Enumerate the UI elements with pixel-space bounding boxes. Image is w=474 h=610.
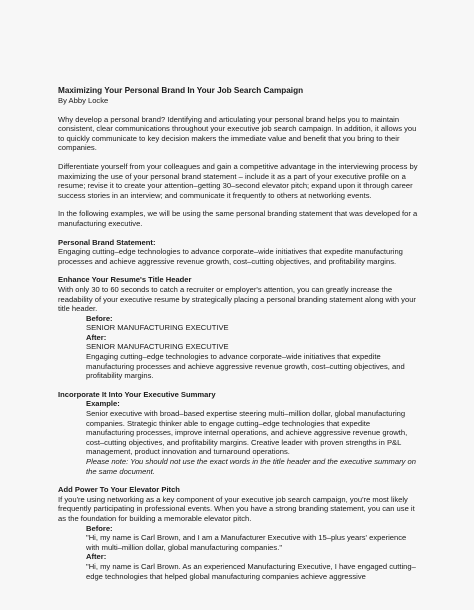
intro-paragraph: In the following examples, we will be using the same personal branding statement that was developed for a manufacturing executive. [58,209,418,228]
section-text: If you're using networking as a key component of your executive job search campaign, you're most likely frequently participating in professional events. When you have a strong branding statement, you can use it as the foundation for building a memorable elevator pitch. [58,494,415,523]
section-text: With only 30 to 60 seconds to catch a recruiter or employer's attention, you can greatly increase the readability of your executive resume by strategically placing a personal branding statement along with your title header. [58,284,416,314]
before-label: Before: [86,313,113,323]
after-label: After: [86,332,107,342]
example-label: Example: [86,399,120,409]
section-heading: Enhance Your Resume's Title Header [58,275,192,285]
after-label: After: [86,552,107,562]
elevator-pitch-section [58,485,418,581]
article-title: Maximizing Your Personal Brand In Your Job Search Campaign [58,86,304,95]
example-block [58,399,418,476]
intro-paragraph: Differentiate yourself from your colleagues and gain a competitive advantage in the interviewing process by maximizing the use of your personal brand statement – include it as a part of your executive profile on a resume; revise it to create your attention–getting 30–second elevator pitch; expand upon it through career success stories in an interview; and communicate it frequently to others at networking events. [58,161,418,200]
example-text: Senior executive with broad–based expertise steering multi–million dollar, global manufacturing companies. Strategic thinker able to engage cutting–edge technologies that expedite manufacturing processes, improve internal operations, and achieve aggressive revenue growth, cost–cutting objectives, and profitability margins. Creative leader with proven strengths in P&L management, product innovation and turnaround operations. [86,409,408,457]
intro-paragraph: Why develop a personal brand? Identifying and articulating your personal brand helps you to maintain consistent, clear communications throughout your executive job search campaign. In addition, it allows you to quickly communicate to key decision makers the immediate value and benefit that you bring to their companies. [58,114,417,153]
before-text: SENIOR MANUFACTURING EXECUTIVE [86,323,229,333]
after-title: SENIOR MANUFACTURING EXECUTIVE [86,342,229,352]
example-block [58,314,418,381]
after-text: "Hi, my name is Carl Brown. As an experienced Manufacturing Executive, I have engaged cutting–edge technologies that helped global manufacturing companies achieve aggressive [86,561,416,581]
section-heading: Add Power To Your Elevator Pitch [58,485,180,495]
before-text: "Hi, my name is Carl Brown, and I am a Manufacturer Executive with 15–plus years' experience with multi–million dollar, global manufacturing companies." [86,533,407,552]
note-text: Please note: You should not use the exact words in the title header and the executive summary on the same document. [86,457,416,476]
before-label: Before: [86,523,113,533]
example-block [58,524,418,582]
article-author: By Abby Locke [58,96,109,105]
after-text: Engaging cutting–edge technologies to advance corporate–wide initiatives that expedite manufacturing processes and achieve aggressive revenue growth, cost–cutting objectives, and profitability margins. [86,352,405,381]
section-text: Engaging cutting–edge technologies to advance corporate–wide initiatives that expedite manufacturing processes and achieve aggressive revenue growth, cost–cutting objectives, and profitability margins. [58,247,403,266]
brand-statement-section [58,238,418,267]
resume-header-section [58,275,418,381]
section-heading: Incorporate It Into Your Executive Summary [58,389,216,399]
section-heading: Personal Brand Statement: [58,237,156,247]
article-content [58,86,418,590]
executive-summary-section [58,390,418,476]
